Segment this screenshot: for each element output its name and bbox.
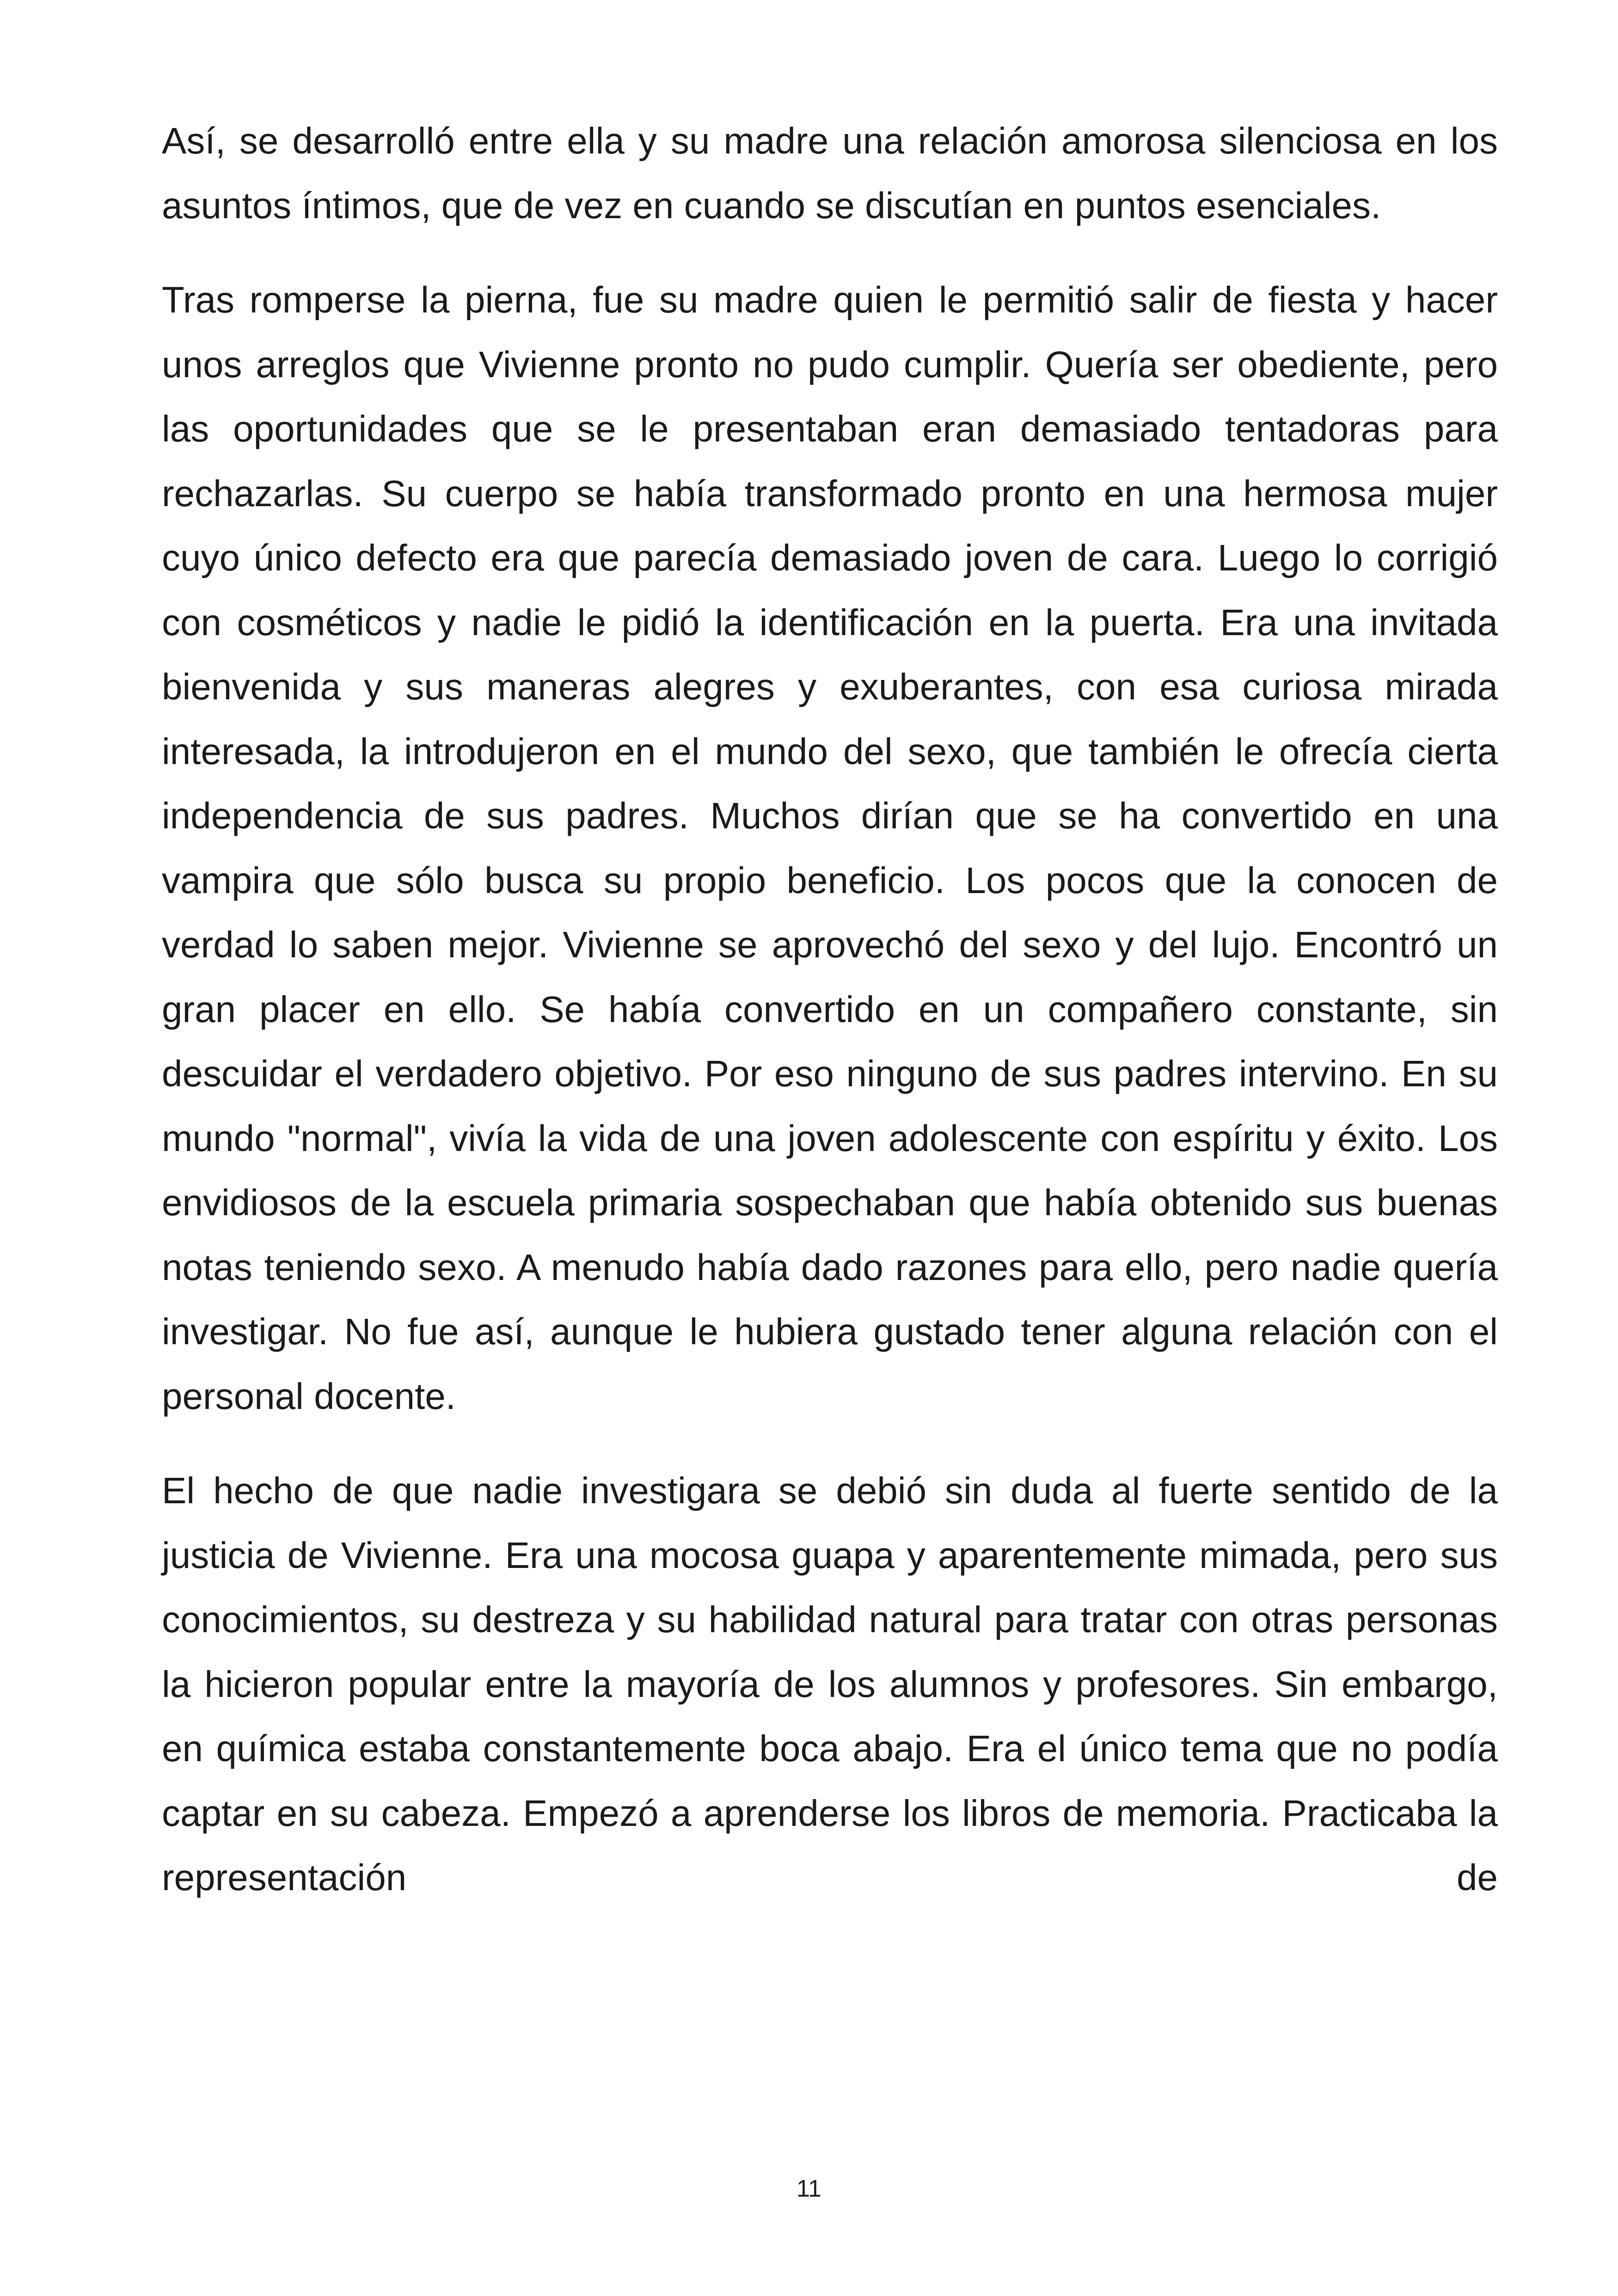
paragraph-1: Así, se desarrolló entre ella y su madre una relación amorosa silenciosa en los asuntos íntimos, que de vez en cuando se discutían en puntos esenciales. [162, 120, 1498, 226]
paragraph-3: El hecho de que nadie investigara se debió sin duda al fuerte sentido de la justicia de Vivienne. Era una mocosa guapa y aparentemente mimada, pero sus conocimientos, su destreza y su habilidad natural para tratar con otras personas la hicieron popular entre la mayoría de los alumnos y profesores. Sin embargo, en química estaba constantemente boca abajo. Era el único tema que no podía captar en su cabeza. Empezó a aprenderse los libros de memoria. Practicaba la representación de [162, 1470, 1498, 1898]
paragraph-2: Tras romperse la pierna, fue su madre quien le permitió salir de fiesta y hacer unos arreglos que Vivienne pronto no pudo cumplir. Quería ser obediente, pero las oportunidades que se le presentaban eran demasiado tentadoras para rechazarlas. Su cuerpo se había transformado pronto en una hermosa mujer cuyo único defecto era que parecía demasiado joven de cara. Luego lo corrigió con cosméticos y nadie le pidió la identificación en la puerta. Era una invitada bienvenida y sus maneras alegres y exuberantes, con esa curiosa mirada interesada, la introdujeron en el mundo del sexo, que también le ofrecía cierta independencia de sus padres. Muchos dirían que se ha convertido en una vampira que sólo busca su propio beneficio. Los pocos que la conocen de verdad lo saben mejor. Vivienne se aprovechó del sexo y del lujo. Encontró un gran placer en ello. Se había convertido en un compañero constante, sin descuidar el verdadero objetivo. Por eso ninguno de sus padres intervino. En su mundo "normal", vivía la vida de una joven adolescente con espíritu y éxito. Los envidiosos de la escuela primaria sospechaban que había obtenido sus buenas notas teniendo sexo. A menudo había dado razones para ello, pero nadie quería investigar. No fue así, aunque le hubiera gustado tener alguna relación con el personal docente. [162, 279, 1498, 1417]
page-number: 11 [797, 2175, 821, 2202]
body-text [162, 109, 1498, 1910]
